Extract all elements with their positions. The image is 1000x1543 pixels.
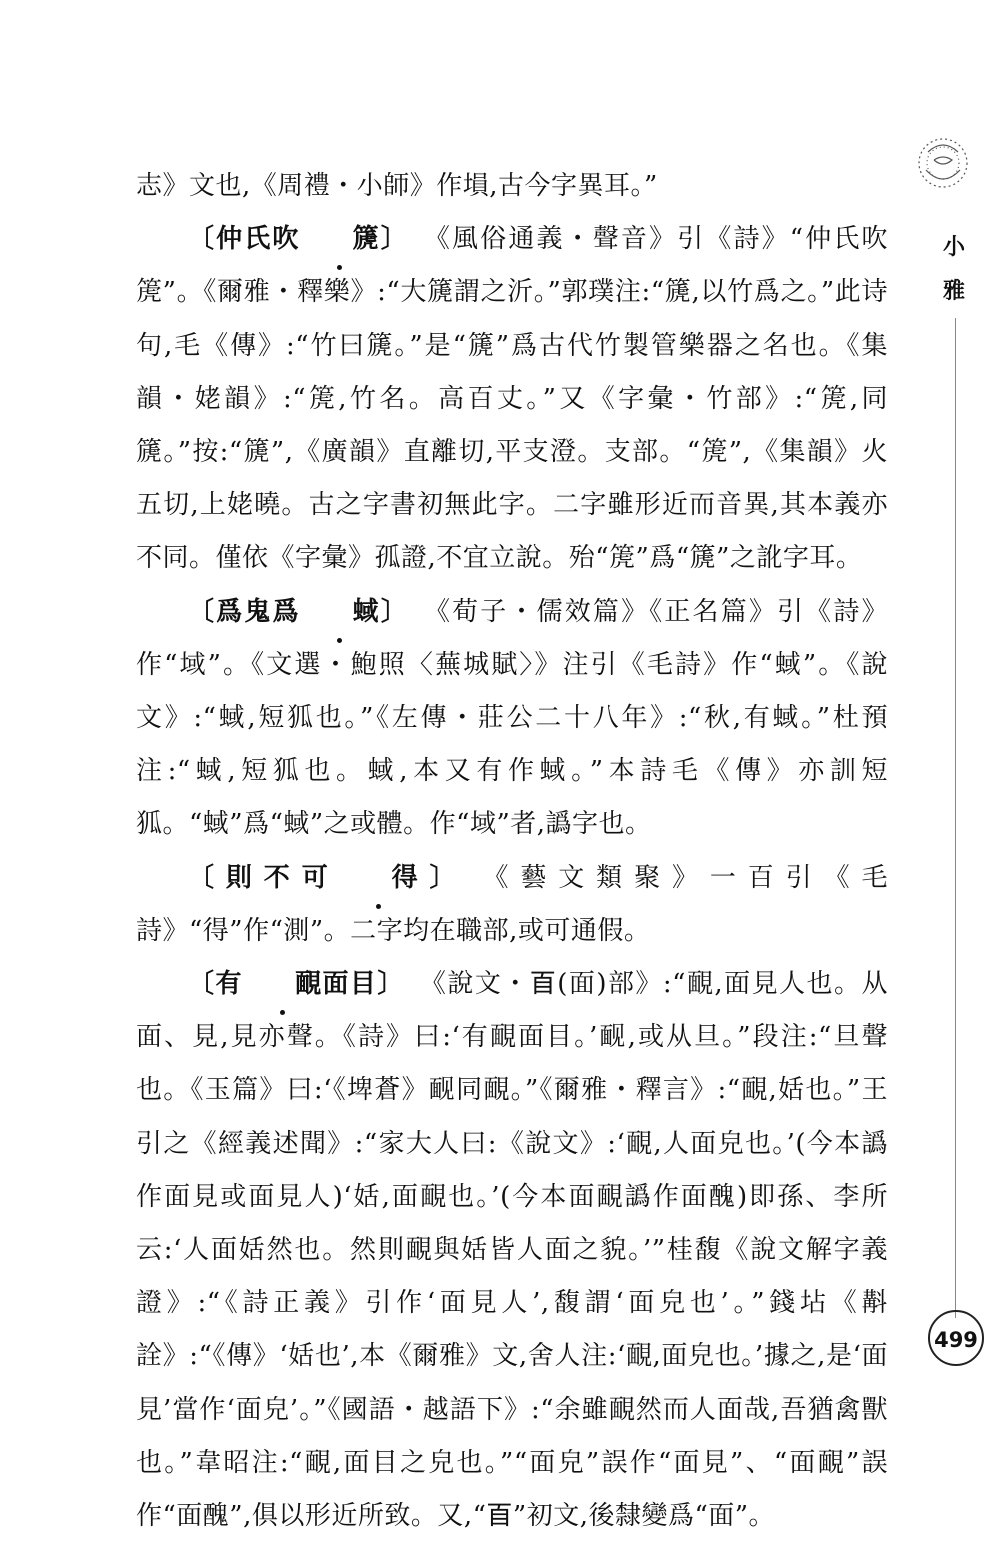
emphasis-dot-char: 靦 [243, 958, 322, 1011]
running-head-char-1: 小 [942, 235, 965, 260]
main-text [136, 160, 888, 1543]
entry-4 [136, 958, 888, 1543]
running-head [934, 226, 974, 314]
entry-1 [136, 213, 888, 585]
emphasis-dot-char: 篪 [301, 213, 380, 266]
entry-3 [136, 852, 888, 958]
entry-1-heading: 〔仲氏吹 篪〕 [188, 224, 409, 254]
entry-2-heading: 〔爲鬼爲 蜮〕 [188, 597, 409, 627]
page-number: 499 [928, 1310, 984, 1366]
entry-2-text: 《荀子・儒效篇》《正名篇》引《詩》作“域”。《文選・鮑照〈蕪城賦〉》注引《毛詩》作“蜮”。《說文》:“蜮,短狐也。”《左傳・莊公二十八年》:“秋,有蜮。”杜預注:“蜮,短狐也。蜮,本又有作蜮。”本詩毛《傳》亦訓短狐。“蜮”爲“蜮”之或體。作“域”者,譌字也。 [136, 596, 888, 840]
emphasis-dot-char: 得 [340, 852, 419, 905]
running-head-char-2: 雅 [942, 279, 965, 304]
paragraph-continuation: 志》文也,《周禮・小師》作塤,古今字異耳。” [136, 171, 658, 201]
emphasis-dot-char: 蜮 [301, 586, 380, 639]
entry-4-heading: 〔有 靦面目〕 [188, 969, 405, 999]
entry-4-text: 《說文・𦣻(面)部》:“靦,面見人也。从面、見,見亦聲。《詩》曰:‘有靦面目。’䩄,或从旦。”段注:“旦聲也。《玉篇》曰:‘《埤蒼》䩄同靦。”《爾雅・釋言》:“靦,姡也。”王引之《經義述聞》:“家大人曰:《說文》:‘靦,人面皃也。’(今本譌作面見或面見人)‘姡,面靦也。’(今本面靦譌作面醜)即孫、李所云:‘人面姡然也。然則靦與姡皆人面之貌。’”桂馥《說文解字義證》:“《詩正義》引作‘面見人’,馥謂‘面皃也’。”錢坫《斠詮》:“《傳》‘姡也’,本《爾雅》文,舍人注:‘靦,面皃也。’據之,是‘面見’當作‘面皃’。”《國語・越語下》:“余雖靦然而人面哉,吾猶禽獸也。”韋昭注:“靦,面目之皃也。”“面皃”誤作“面見”、“面靦”誤作“面醜”,俱以形近所致。又,“𦣻”初文,後隸變爲“面”。 [136, 969, 888, 1532]
entry-3-text: 《藝文類聚》一百引《毛詩》“得”作“測”。二字均在職部,或可通假。 [136, 862, 888, 946]
entry-2 [136, 586, 888, 852]
entry-3-heading: 〔則不可 得〕 [188, 863, 467, 893]
side-rule [955, 318, 956, 1318]
entry-1-text: 《風俗通義・聲音》引《詩》“仲氏吹箎”。《爾雅・釋樂》:“大篪謂之沂。”郭璞注:“篪,以竹爲之。”此诗句,毛《傳》:“竹曰篪。”是“篪”爲古代竹製管樂器之名也。《集韻・姥韻》:“箎,竹名。高百丈。”又《字彙・竹部》:“箎,同篪。”按:“篪”,《廣韻》直離切,平支澄。支部。“箎”,《集韻》火五切,上姥曉。古之字書初無此字。二字雖形近而音異,其本義亦不同。僅依《字彙》孤證,不宜立說。殆“箎”爲“篪”之訛字耳。 [136, 224, 888, 574]
corner-ornament-icon [910, 130, 976, 196]
